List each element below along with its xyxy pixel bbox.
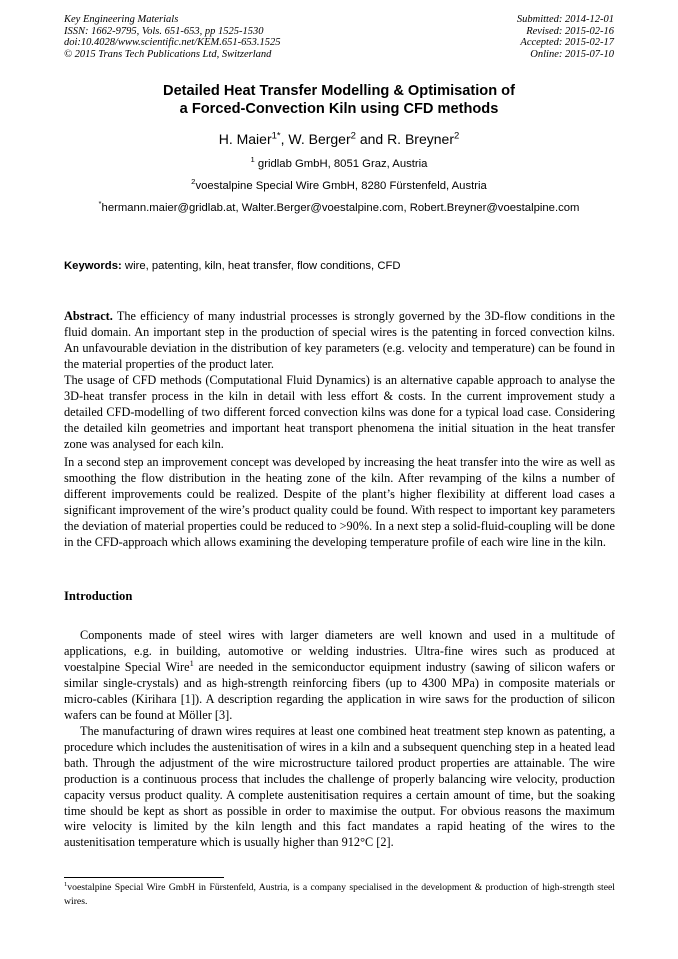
- intro-paragraph-2: The manufacturing of drawn wires requires at least one combined heat treatment step known as patenting, a procedure which includes the austenitisation of wires in a kiln and a subsequent quenching step in a heated lead bath. Through the adjustment of the wire microstructure tailored product properties are attainable. The wire production is a continuous process that includes the challenge of properly balancing wire velocity, production capacity versus product quality. A complete austenitisation requires a certain amount of time, but the soaking time should be kept as short as possible in order to maximise the output. For obvious reasons the maximum wire velocity is limited by the kiln length and this fact mandates a rapid heating of the wires to the austenitisation temperature which is usually higher than 912°C [2].: [64, 724, 615, 850]
- intro-text-1b: are needed in the semiconductor equipment industry (sawing of silicon wafers or similar single-crystals) and as high-strength reinforcing fibers (up to 4300 MPa) in composite materials or micro-cables (Kirihara [1]). A description regarding the application in wire saws for the production of silicon wafers can be found at Möller [3].: [64, 659, 615, 722]
- affiliation-2-mark: 2: [191, 177, 196, 187]
- footnote: [64, 881, 615, 908]
- author-1-mark: 1*: [271, 130, 281, 142]
- author-3: and R. Breyner: [355, 131, 454, 147]
- copyright-line: © 2015 Trans Tech Publications Ltd, Switzerland: [64, 48, 272, 60]
- abstract-paragraph-3: In a second step an improvement concept was developed by increasing the heat transfer into the wire as well as smoothing the flow distribution in the heating zone of the kiln. After revamping of the kilns a number of different improvements could be realized. Despite of the plant’s higher flexibility at different load cases a significant improvement of the wire’s product quality could be found. With respect to important key parameters the deviation of material properties could be reduced to >90%. In a next step a solid-fluid-coupling will be done in the CFD-approach which allows examining the developing temperature profile of each wire line in the kiln.: [64, 455, 615, 549]
- submitted-date: Submitted: 2014-12-01: [516, 14, 614, 25]
- revised-date: Revised: 2015-02-16: [526, 25, 614, 37]
- affiliation-1: [20, 157, 658, 171]
- title-line-2: a Forced-Convection Kiln using CFD methods: [179, 101, 499, 117]
- intro-paragraph-1: [64, 628, 615, 723]
- keywords-text: wire, patenting, kiln, heat transfer, flow conditions, CFD: [121, 260, 401, 272]
- abstract-text-1: The efficiency of many industrial processes is strongly governed by the 3D-flow conditions in the fluid domain. An important step in the production of special wires is the patenting in forced convection kilns. An unfavourable deviation in the distribution of key parameters (e.g. velocity and temperature) can be found in the material properties of the product later.: [64, 309, 615, 371]
- footnote-divider: [64, 877, 224, 878]
- author-emails: [20, 201, 658, 215]
- affiliation-1-mark: 1: [250, 155, 255, 165]
- section-heading-introduction: Introduction: [64, 589, 133, 603]
- journal-name: Key Engineering Materials: [64, 14, 179, 25]
- footnote-text: voestalpine Special Wire GmbH in Fürstenfeld, Austria, is a company specialised in the development & production of high-strength steel wires.: [64, 882, 615, 907]
- abstract-label: Abstract.: [64, 309, 113, 323]
- affiliation-2: [20, 179, 658, 193]
- email-list: hermann.maier@gridlab.at, Walter.Berger@voestalpine.com, Robert.Breyner@voestalpine.com: [101, 202, 580, 214]
- keywords-label: Keywords:: [64, 260, 122, 272]
- submission-dates: [517, 14, 614, 60]
- author-2: , W. Berger: [280, 131, 351, 147]
- doi-line: doi:10.4028/www.scientific.net/KEM.651-653.1525: [64, 37, 281, 49]
- author-list: [40, 131, 638, 147]
- keywords: [64, 259, 401, 273]
- intro-text-1a: Components made of steel wires with larger diameters are well known and used in a multitude of applications, e.g. in building, automotive or welding industries. Ultra-fine wires such as produced at voestalpine Special Wire: [64, 628, 615, 674]
- author-2-mark: 2: [350, 130, 356, 142]
- affiliation-1-text: gridlab GmbH, 8051 Graz, Austria: [254, 158, 428, 170]
- abstract-paragraph-1: [64, 309, 615, 373]
- paper-title: [40, 82, 638, 118]
- online-date: Online: 2015-07-10: [530, 48, 614, 60]
- footnote-ref: 1: [189, 658, 194, 668]
- abstract-paragraph-2: The usage of CFD methods (Computational Fluid Dynamics) is an alternative capable approach to analyse the 3D-heat transfer process in the kiln in detail with less effort & costs. In the current improvement study a detailed CFD-modelling of two different forced convection kilns was done for a typical load case. Considering the detailed kiln geometries and important heat transport phenomena the initial situation in the heat transfer zone was analysed for each kiln.: [64, 373, 615, 451]
- author-3-mark: 2: [454, 130, 460, 142]
- issn-line: ISSN: 1662-9795, Vols. 651-653, pp 1525-1530: [64, 25, 264, 37]
- title-line-1: Detailed Heat Transfer Modelling & Optimisation of: [163, 83, 515, 99]
- email-mark: *: [98, 199, 102, 209]
- affiliation-2-text: voestalpine Special Wire GmbH, 8280 Fürstenfeld, Austria: [195, 180, 487, 192]
- accepted-date: Accepted: 2015-02-17: [520, 37, 614, 49]
- author-1: H. Maier: [218, 131, 272, 147]
- footnote-mark: 1: [64, 880, 68, 888]
- journal-info: [64, 14, 281, 60]
